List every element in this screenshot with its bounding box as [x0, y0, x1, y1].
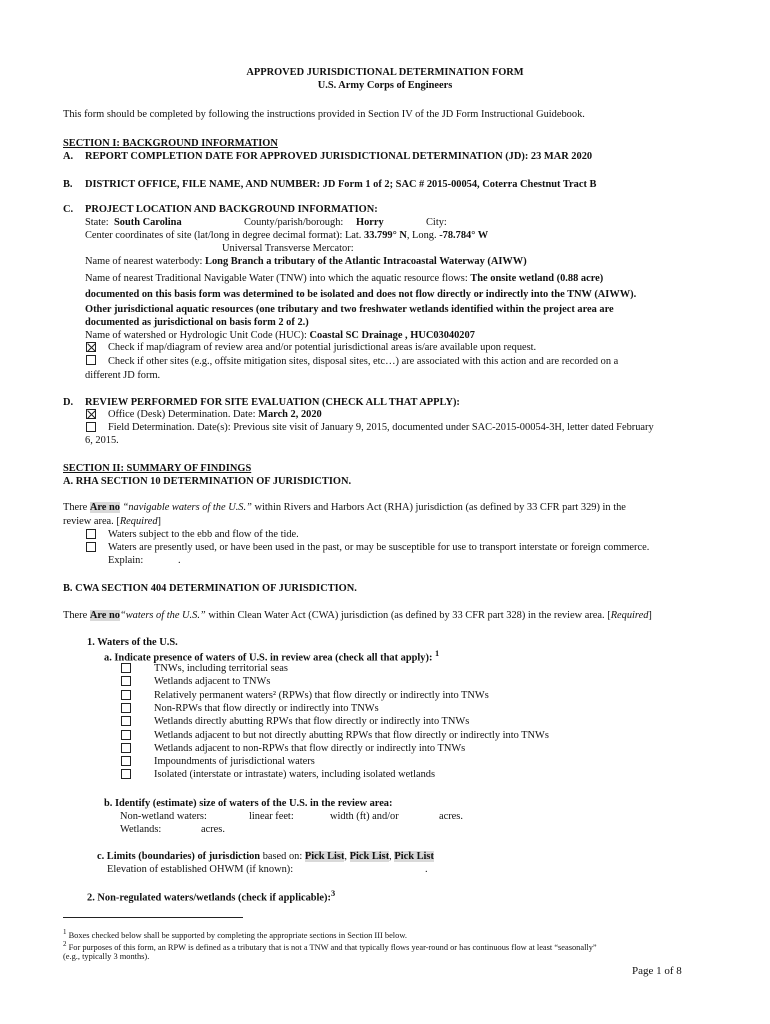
- utm-label: Universal Transverse Mercator:: [222, 243, 354, 254]
- form-subtitle: U.S. Army Corps of Engineers: [317, 80, 453, 91]
- map-available-label: Check if map/diagram of review area and/or potential jurisdictional areas is/are available upon request.: [108, 342, 537, 353]
- rha-tide-label: Waters subject to the ebb and flow of the tide.: [108, 529, 299, 540]
- water-type-checkbox[interactable]: [121, 716, 131, 726]
- limits-pick-list-1[interactable]: Pick List: [304, 851, 345, 862]
- limits-pick-list-3[interactable]: Pick List: [394, 851, 434, 862]
- rha-navigable-waters: “navigable waters of the U.S.”: [122, 502, 252, 513]
- map-available-checkbox[interactable]: [86, 342, 96, 352]
- review-performed-heading: REVIEW PERFORMED FOR SITE EVALUATION (CHECK ALL THAT APPLY):: [85, 397, 460, 408]
- section1-d-label: D.: [63, 397, 74, 408]
- limits-pick-list-2[interactable]: Pick List: [349, 851, 390, 862]
- nonwetland-acres-label[interactable]: acres.: [439, 811, 463, 822]
- water-type-checkbox[interactable]: [121, 703, 131, 713]
- footnote-1-text: Boxes checked below shall be supported by completing the appropriate sections in Section III below.: [68, 930, 407, 940]
- rha-statement-line2: [63, 515, 161, 528]
- water-type-checkbox[interactable]: [121, 663, 131, 673]
- ohwm-field[interactable]: .: [425, 864, 428, 875]
- cwa-pick-list[interactable]: Are no: [89, 610, 120, 621]
- non-regulated-text: 2. Non-regulated waters/wetlands (check if applicable):: [87, 892, 331, 904]
- wetlands-label: Wetlands:: [120, 824, 162, 835]
- limits-heading: c. Limits (boundaries) of jurisdiction: [97, 851, 261, 862]
- county-label: County/parish/borough:: [244, 217, 344, 228]
- district-office-text[interactable]: DISTRICT OFFICE, FILE NAME, AND NUMBER: JD Form 1 of 2; SAC # 2015-00054, Coterra Chestnut Tract B: [85, 179, 597, 190]
- section1-b-label: B.: [63, 179, 73, 190]
- footnote-1-number: 1: [63, 928, 67, 936]
- footnote-2-text: For purposes of this form, an RPW is defined as a tributary that is not a TNW and that typically flows year-round or has continuous flow at least “seasonally”: [68, 942, 597, 952]
- limits-row: c. Limits (boundaries) of jurisdiction based on: Pick List, Pick List, Pick List: [97, 851, 434, 862]
- state-label: State:: [85, 217, 109, 228]
- other-sites-label: Check if other sites (e.g., offsite mitigation sites, disposal sites, etc…) are associated with this action and are recorded on a: [108, 356, 619, 367]
- section1-heading: SECTION I: BACKGROUND INFORMATION: [63, 138, 278, 149]
- page-number: Page 1 of 8: [632, 965, 682, 977]
- explain-label: Explain:: [108, 555, 144, 566]
- other-resources-line1: Other jurisdictional aquatic resources (one tributary and two freshwater wetlands identified within the project area are: [85, 304, 614, 315]
- water-type-label: TNWs, including territorial seas: [154, 663, 288, 674]
- water-type-label: Non-RPWs that flow directly or indirectly into TNWs: [154, 702, 379, 714]
- waters-presence-text: a. Indicate presence of waters of U.S. in review area (check all that apply):: [104, 652, 433, 664]
- rha-commerce-label: Waters are presently used, or have been used in the past, or may be susceptible for use to transport interstate or foreign commerce.: [108, 542, 650, 553]
- limits-based-on: based on:: [262, 851, 303, 862]
- longitude-value[interactable]: -78.784° W: [439, 230, 489, 241]
- water-type-checkbox[interactable]: [121, 769, 131, 779]
- footnote-divider: [63, 917, 243, 918]
- explain-field[interactable]: .: [178, 555, 181, 566]
- footnote-2-number: 2: [63, 940, 67, 948]
- other-resources-line2: documented as jurisdictional on basis form 2 of 2.): [85, 317, 309, 328]
- water-type-checkbox[interactable]: [121, 743, 131, 753]
- rha-commerce-checkbox[interactable]: [86, 542, 96, 552]
- footnote-ref-1: 1: [435, 649, 440, 658]
- city-label: City:: [426, 217, 447, 228]
- water-type-label: Wetlands adjacent to non-RPWs that flow directly or indirectly into TNWs: [154, 742, 466, 754]
- cwa-heading: B. CWA SECTION 404 DETERMINATION OF JURISDICTION.: [63, 583, 357, 594]
- water-type-label: Wetlands adjacent to TNWs: [154, 676, 271, 688]
- rha-line2-post: ]: [157, 516, 161, 527]
- other-sites-label-continued: different JD form.: [85, 370, 161, 381]
- intro-text: This form should be completed by following the instructions provided in Section IV of the JD Form Instructional Guidebook.: [63, 109, 585, 120]
- state-value[interactable]: South Carolina: [114, 217, 182, 228]
- rha-pre: There: [63, 502, 88, 513]
- ohwm-label: Elevation of established OHWM (if known):: [107, 864, 294, 875]
- cwa-statement: [63, 609, 652, 622]
- cwa-end: ]: [648, 610, 652, 621]
- rha-statement: [63, 501, 626, 514]
- waterbody-label: Name of nearest waterbody:: [85, 256, 203, 267]
- report-date-value[interactable]: 23 MAR 2020: [530, 151, 593, 162]
- footnote-2-continued: (e.g., typically 3 months).: [63, 952, 150, 961]
- section1-a-label: A.: [63, 151, 74, 162]
- latitude-value[interactable]: 33.799° N: [364, 230, 407, 241]
- office-determination-checkbox[interactable]: [86, 409, 96, 419]
- office-determination-date[interactable]: March 2, 2020: [258, 409, 322, 420]
- section2-heading: SECTION II: SUMMARY OF FINDINGS: [63, 463, 252, 474]
- water-type-checkbox[interactable]: [121, 676, 131, 686]
- water-type-label: Wetlands directly abutting RPWs that flow directly or indirectly into TNWs: [154, 716, 470, 728]
- water-type-checkbox[interactable]: [121, 690, 131, 700]
- water-type-label: Wetlands adjacent to but not directly abutting RPWs that flow directly or indirectly into TNWs: [154, 729, 549, 741]
- project-location-heading: PROJECT LOCATION AND BACKGROUND INFORMATION:: [85, 204, 378, 215]
- cwa-post: within Clean Water Act (CWA) jurisdiction (as defined by 33 CFR part 328) in the review area. [: [208, 610, 611, 621]
- cwa-waters: “waters of the U.S.”: [119, 610, 206, 621]
- waterbody-value[interactable]: Long Branch a tributary of the Atlantic Intracoastal Waterway (AIWW): [205, 256, 527, 267]
- rha-heading: A. RHA SECTION 10 DETERMINATION OF JURISDICTION.: [63, 476, 352, 487]
- water-type-checkbox[interactable]: [121, 756, 131, 766]
- rha-pick-list[interactable]: Are no: [89, 502, 120, 513]
- rha-tide-checkbox[interactable]: [86, 529, 96, 539]
- tnw-row: [85, 272, 603, 285]
- width-label[interactable]: width (ft) and/or: [330, 811, 399, 822]
- office-determination-label: Office (Desk) Determination. Date:: [108, 409, 256, 420]
- wetland-acres-label[interactable]: acres.: [201, 824, 225, 835]
- section1-c-label: C.: [63, 204, 74, 215]
- cwa-pre: There: [63, 610, 88, 621]
- water-type-label: Impoundments of jurisdictional waters: [154, 756, 315, 768]
- field-determination-continued: 6, 2015.: [85, 435, 119, 446]
- coordinates-label: Center coordinates of site (lat/long in degree decimal format): Lat.: [85, 230, 362, 241]
- field-determination-label: Field Determination. Date(s): Previous site visit of January 9, 2015, documented under SAC-2015-00054-3H, letter dated February: [108, 422, 654, 433]
- report-date-label: REPORT COMPLETION DATE FOR APPROVED JURISDICTIONAL DETERMINATION (JD):: [85, 151, 529, 162]
- size-heading: b. Identify (estimate) size of waters of the U.S. in the review area:: [104, 798, 393, 809]
- waters-us-heading: 1. Waters of the U.S.: [87, 637, 178, 648]
- report-date-row: [85, 150, 592, 163]
- coordinates-row: [85, 229, 488, 242]
- non-regulated-heading: [87, 889, 335, 905]
- linear-feet-label[interactable]: linear feet:: [249, 811, 294, 822]
- tnw-value[interactable]: The onsite wetland (0.88 acre): [470, 273, 604, 284]
- huc-label: Name of watershed or Hydrologic Unit Code (HUC):: [85, 330, 307, 341]
- field-determination-checkbox[interactable]: [86, 422, 96, 432]
- rha-line2-pre: review area. [: [63, 516, 120, 527]
- rha-post: within Rivers and Harbors Act (RHA) jurisdiction (as defined by 33 CFR part 329) in the: [254, 502, 626, 513]
- water-type-label: Relatively permanent waters² (RPWs) that flow directly or indirectly into TNWs: [154, 689, 489, 701]
- tnw-label: Name of nearest Traditional Navigable Water (TNW) into which the aquatic resource flows:: [85, 273, 468, 284]
- other-sites-checkbox[interactable]: [86, 355, 96, 365]
- waterbody-row: [85, 255, 527, 268]
- huc-value[interactable]: Coastal SC Drainage , HUC03040207: [309, 330, 475, 341]
- longitude-label: , Long.: [406, 230, 437, 241]
- water-type-label: Isolated (interstate or intrastate) waters, including isolated wetlands: [154, 769, 436, 781]
- form-title: APPROVED JURISDICTIONAL DETERMINATION FORM: [246, 67, 524, 78]
- nonwetland-label: Non-wetland waters:: [120, 811, 207, 822]
- water-type-checkbox[interactable]: [121, 730, 131, 740]
- footnote-ref-3: 3: [330, 889, 336, 898]
- tnw-value-continued: documented on this basis form was determined to be isolated and does not flow directly or indirectly into the TNW (AIWW).: [85, 289, 637, 300]
- rha-required: Required: [119, 516, 158, 527]
- office-determination-row: [108, 408, 322, 421]
- county-value[interactable]: Horry: [356, 217, 384, 228]
- cwa-required: Required: [610, 610, 649, 621]
